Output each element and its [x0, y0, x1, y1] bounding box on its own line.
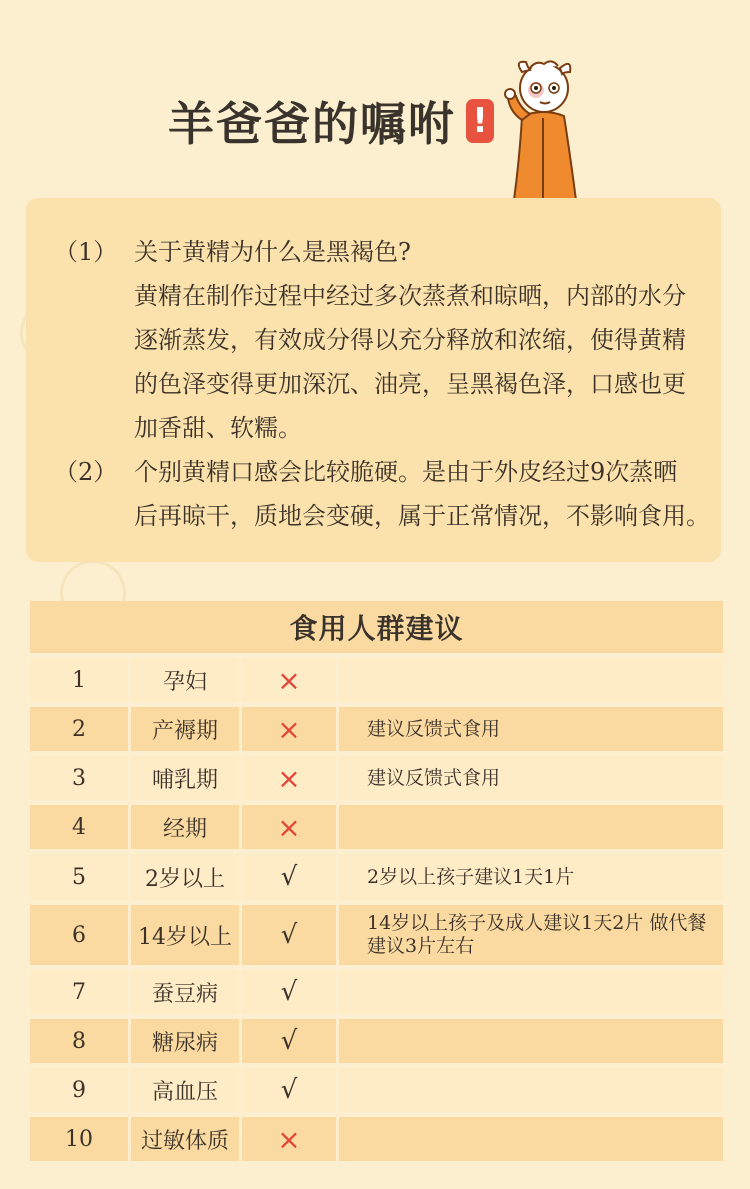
table-body	[30, 658, 723, 1161]
row-note: 14岁以上孩子及成人建议1天2片 做代餐建议3片左右	[339, 905, 723, 965]
note-line: 黄精在制作过程中经过多次蒸煮和晾晒，内部的水分	[134, 282, 686, 310]
table-row	[30, 805, 723, 849]
cross-mark-icon: ×	[242, 1117, 336, 1161]
table-row	[30, 707, 723, 751]
audience-table	[30, 601, 723, 1161]
table-row	[30, 658, 723, 702]
check-mark-icon: √	[242, 970, 336, 1014]
row-group: 过敏体质	[131, 1117, 239, 1161]
row-note	[339, 1068, 723, 1112]
check-mark-icon: √	[242, 905, 336, 965]
note-line: 后再晾干，质地会变硬，属于正常情况，不影响食用。	[134, 502, 710, 530]
check-mark-icon: √	[242, 1019, 336, 1063]
row-number: 1	[30, 658, 128, 702]
row-number: 5	[30, 854, 128, 900]
row-group: 哺乳期	[131, 756, 239, 800]
note-line: 个别黄精口感会比较脆硬。是由于外皮经过9次蒸晒	[134, 458, 678, 486]
check-mark-icon: √	[242, 854, 336, 900]
table-row	[30, 1117, 723, 1161]
notes-card	[26, 198, 721, 562]
table-title: 食用人群建议	[30, 601, 723, 653]
row-note: 2岁以上孩子建议1天1片	[339, 854, 723, 900]
cross-mark-icon: ×	[242, 805, 336, 849]
table-row	[30, 756, 723, 800]
row-group: 孕妇	[131, 658, 239, 702]
row-number: 8	[30, 1019, 128, 1063]
row-number: 3	[30, 756, 128, 800]
row-note	[339, 970, 723, 1014]
row-group: 糖尿病	[131, 1019, 239, 1063]
check-mark-icon: √	[242, 1068, 336, 1112]
page-title: 羊爸爸的嘱咐	[168, 97, 456, 151]
note-line: 逐渐蒸发，有效成分得以充分释放和浓缩，使得黄精	[134, 326, 686, 354]
exclamation-icon: !	[466, 99, 494, 143]
table-row	[30, 970, 723, 1014]
note-line: 的色泽变得更加深沉、油亮，呈黑褐色泽，口感也更	[134, 370, 686, 398]
row-group: 产褥期	[131, 707, 239, 751]
row-group: 14岁以上	[131, 905, 239, 965]
cross-mark-icon: ×	[242, 707, 336, 751]
note-question: 关于黄精为什么是黑褐色?	[134, 238, 411, 266]
row-number: 6	[30, 905, 128, 965]
row-group: 2岁以上	[131, 854, 239, 900]
header	[168, 88, 494, 154]
row-group: 经期	[131, 805, 239, 849]
row-note	[339, 1117, 723, 1161]
note-number: （2）	[54, 458, 118, 486]
row-group: 高血压	[131, 1068, 239, 1112]
note-number: （1）	[54, 238, 118, 266]
cross-mark-icon: ×	[242, 756, 336, 800]
row-number: 4	[30, 805, 128, 849]
row-note: 建议反馈式食用	[339, 756, 723, 800]
table-row	[30, 905, 723, 965]
cross-mark-icon: ×	[242, 658, 336, 702]
row-note	[339, 658, 723, 702]
row-note: 建议反馈式食用	[339, 707, 723, 751]
table-row	[30, 1068, 723, 1112]
row-number: 2	[30, 707, 128, 751]
note-item-1	[54, 230, 704, 450]
note-line: 加香甜、软糯。	[134, 414, 302, 442]
row-number: 10	[30, 1117, 128, 1161]
row-note	[339, 1019, 723, 1063]
row-number: 7	[30, 970, 128, 1014]
note-item-2	[54, 450, 710, 538]
table-row	[30, 1019, 723, 1063]
table-row	[30, 854, 723, 900]
row-group: 蚕豆病	[131, 970, 239, 1014]
row-number: 9	[30, 1068, 128, 1112]
sheep-mascot-icon	[500, 54, 590, 200]
row-note	[339, 805, 723, 849]
